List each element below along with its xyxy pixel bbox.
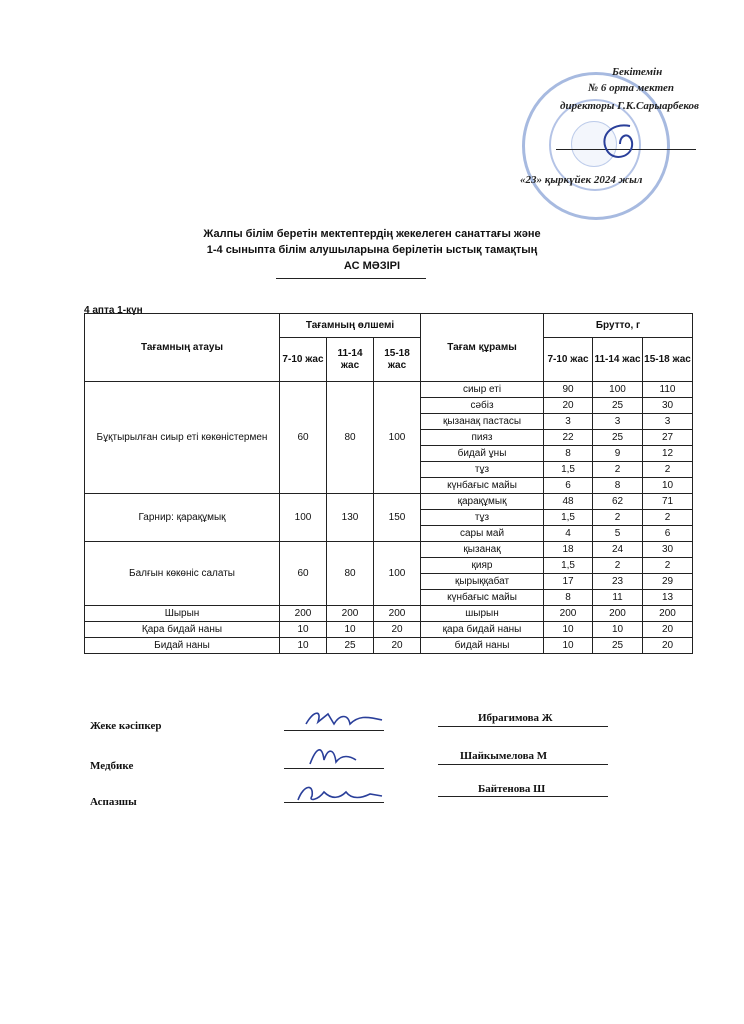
gross-cell: 48 bbox=[544, 494, 593, 510]
portion-cell: 80 bbox=[327, 542, 374, 606]
approval-line-1: Бекітемін bbox=[612, 66, 663, 78]
gross-cell: 13 bbox=[643, 590, 693, 606]
gross-cell: 6 bbox=[544, 478, 593, 494]
gross-cell: 25 bbox=[593, 430, 643, 446]
gross-cell: 10 bbox=[544, 622, 593, 638]
signature-role-cook: Аспазшы bbox=[90, 796, 137, 808]
gross-cell: 200 bbox=[593, 606, 643, 622]
header-portion-age-11-14: 11-14 жас bbox=[327, 338, 374, 382]
signature-name-entrepreneur: Ибрагимова Ж bbox=[478, 712, 553, 724]
header-portion: Тағамның өлшемі bbox=[280, 314, 421, 338]
gross-cell: 12 bbox=[643, 446, 693, 462]
ingredient-cell: қияр bbox=[421, 558, 544, 574]
gross-cell: 30 bbox=[643, 542, 693, 558]
title-line-1: Жалпы білім беретін мектептердің жекелеген санаттағы және bbox=[203, 228, 541, 240]
gross-cell: 8 bbox=[544, 446, 593, 462]
header-gross: Брутто, г bbox=[544, 314, 693, 338]
ingredient-cell: сиыр еті bbox=[421, 382, 544, 398]
gross-cell: 10 bbox=[544, 638, 593, 654]
dish-name-cell: Гарнир: қарақұмық bbox=[85, 494, 280, 542]
gross-cell: 27 bbox=[643, 430, 693, 446]
portion-cell: 100 bbox=[374, 382, 421, 494]
table-row bbox=[85, 622, 693, 638]
portion-cell: 200 bbox=[374, 606, 421, 622]
ingredient-cell: тұз bbox=[421, 462, 544, 478]
ingredient-cell: сәбіз bbox=[421, 398, 544, 414]
gross-cell: 4 bbox=[544, 526, 593, 542]
approval-line-3: директоры Г.К.Сарыарбеков bbox=[560, 100, 699, 112]
gross-cell: 30 bbox=[643, 398, 693, 414]
gross-cell: 2 bbox=[593, 462, 643, 478]
portion-cell: 130 bbox=[327, 494, 374, 542]
gross-cell: 2 bbox=[643, 462, 693, 478]
gross-cell: 9 bbox=[593, 446, 643, 462]
signature-role-nurse: Медбике bbox=[90, 760, 134, 772]
ingredient-cell: қырыққабат bbox=[421, 574, 544, 590]
header-composition: Тағам құрамы bbox=[421, 314, 544, 382]
ingredient-cell: пияз bbox=[421, 430, 544, 446]
menu-table-body bbox=[85, 382, 693, 654]
portion-cell: 20 bbox=[374, 622, 421, 638]
portion-cell: 25 bbox=[327, 638, 374, 654]
ingredient-cell: күнбағыс майы bbox=[421, 478, 544, 494]
header-portion-age-15-18: 15-18 жас bbox=[374, 338, 421, 382]
table-row bbox=[85, 606, 693, 622]
name-line-nurse bbox=[438, 764, 608, 765]
ingredient-cell: шырын bbox=[421, 606, 544, 622]
gross-cell: 3 bbox=[643, 414, 693, 430]
gross-cell: 1,5 bbox=[544, 510, 593, 526]
table-row bbox=[85, 542, 693, 558]
header-portion-age-7-10: 7-10 жас bbox=[280, 338, 327, 382]
name-line-cook bbox=[438, 796, 608, 797]
portion-cell: 150 bbox=[374, 494, 421, 542]
gross-cell: 2 bbox=[643, 510, 693, 526]
ingredient-cell: сары май bbox=[421, 526, 544, 542]
header-gross-age-7-10: 7-10 жас bbox=[544, 338, 593, 382]
gross-cell: 100 bbox=[593, 382, 643, 398]
gross-cell: 2 bbox=[593, 510, 643, 526]
dish-name-cell: Бұқтырылған сиыр еті көкөністермен bbox=[85, 382, 280, 494]
table-row bbox=[85, 382, 693, 398]
dish-name-cell: Қара бидай наны bbox=[85, 622, 280, 638]
gross-cell: 24 bbox=[593, 542, 643, 558]
gross-cell: 1,5 bbox=[544, 558, 593, 574]
ingredient-cell: қара бидай наны bbox=[421, 622, 544, 638]
ingredient-cell: қызанақ пастасы bbox=[421, 414, 544, 430]
gross-cell: 2 bbox=[593, 558, 643, 574]
gross-cell: 25 bbox=[593, 398, 643, 414]
portion-cell: 100 bbox=[280, 494, 327, 542]
approval-date: «23» қыркүйек 2024 жыл bbox=[520, 174, 643, 186]
gross-cell: 3 bbox=[544, 414, 593, 430]
gross-cell: 20 bbox=[643, 638, 693, 654]
title-menu-heading: АС МӘЗІРІ bbox=[343, 260, 401, 272]
signature-scrawl-entrepreneur bbox=[300, 706, 390, 732]
ingredient-cell: бидай наны bbox=[421, 638, 544, 654]
portion-cell: 60 bbox=[280, 542, 327, 606]
portion-cell: 10 bbox=[327, 622, 374, 638]
signature-name-cook: Байтенова Ш bbox=[478, 783, 546, 795]
gross-cell: 8 bbox=[593, 478, 643, 494]
gross-cell: 110 bbox=[643, 382, 693, 398]
signature-scrawl-nurse bbox=[300, 742, 390, 770]
gross-cell: 10 bbox=[643, 478, 693, 494]
gross-cell: 1,5 bbox=[544, 462, 593, 478]
table-row bbox=[85, 638, 693, 654]
director-signature bbox=[590, 118, 650, 168]
gross-cell: 2 bbox=[643, 558, 693, 574]
portion-cell: 100 bbox=[374, 542, 421, 606]
gross-cell: 29 bbox=[643, 574, 693, 590]
signature-name-nurse: Шайкымелова М bbox=[460, 750, 548, 762]
title-underline bbox=[276, 278, 426, 279]
gross-cell: 23 bbox=[593, 574, 643, 590]
gross-cell: 200 bbox=[544, 606, 593, 622]
name-line-entrepreneur bbox=[438, 726, 608, 727]
title-line-2: 1-4 сыныпта білім алушыларына берілетін ыстық тамақтың bbox=[206, 244, 538, 256]
table-row bbox=[85, 494, 693, 510]
gross-cell: 10 bbox=[593, 622, 643, 638]
header-gross-age-15-18: 15-18 жас bbox=[643, 338, 693, 382]
gross-cell: 20 bbox=[643, 622, 693, 638]
dish-name-cell: Балғын көкөніс салаты bbox=[85, 542, 280, 606]
gross-cell: 8 bbox=[544, 590, 593, 606]
gross-cell: 11 bbox=[593, 590, 643, 606]
signature-scrawl-cook bbox=[292, 780, 392, 806]
portion-cell: 10 bbox=[280, 622, 327, 638]
ingredient-cell: тұз bbox=[421, 510, 544, 526]
gross-cell: 22 bbox=[544, 430, 593, 446]
dish-name-cell: Бидай наны bbox=[85, 638, 280, 654]
gross-cell: 18 bbox=[544, 542, 593, 558]
header-gross-age-11-14: 11-14 жас bbox=[593, 338, 643, 382]
gross-cell: 20 bbox=[544, 398, 593, 414]
menu-table bbox=[84, 313, 693, 654]
ingredient-cell: қарақұмық bbox=[421, 494, 544, 510]
approval-line-2: № 6 орта мектеп bbox=[588, 82, 674, 94]
gross-cell: 17 bbox=[544, 574, 593, 590]
gross-cell: 71 bbox=[643, 494, 693, 510]
signature-role-entrepreneur: Жеке кәсіпкер bbox=[90, 720, 162, 732]
portion-cell: 200 bbox=[327, 606, 374, 622]
gross-cell: 90 bbox=[544, 382, 593, 398]
gross-cell: 3 bbox=[593, 414, 643, 430]
week-label: 4 апта 1-күн bbox=[84, 305, 143, 316]
portion-cell: 200 bbox=[280, 606, 327, 622]
header-dish-name: Тағамның атауы bbox=[85, 314, 280, 382]
portion-cell: 80 bbox=[327, 382, 374, 494]
gross-cell: 200 bbox=[643, 606, 693, 622]
dish-name-cell: Шырын bbox=[85, 606, 280, 622]
portion-cell: 20 bbox=[374, 638, 421, 654]
gross-cell: 62 bbox=[593, 494, 643, 510]
portion-cell: 10 bbox=[280, 638, 327, 654]
gross-cell: 5 bbox=[593, 526, 643, 542]
gross-cell: 6 bbox=[643, 526, 693, 542]
ingredient-cell: күнбағыс майы bbox=[421, 590, 544, 606]
gross-cell: 25 bbox=[593, 638, 643, 654]
portion-cell: 60 bbox=[280, 382, 327, 494]
ingredient-cell: бидай ұны bbox=[421, 446, 544, 462]
ingredient-cell: қызанақ bbox=[421, 542, 544, 558]
